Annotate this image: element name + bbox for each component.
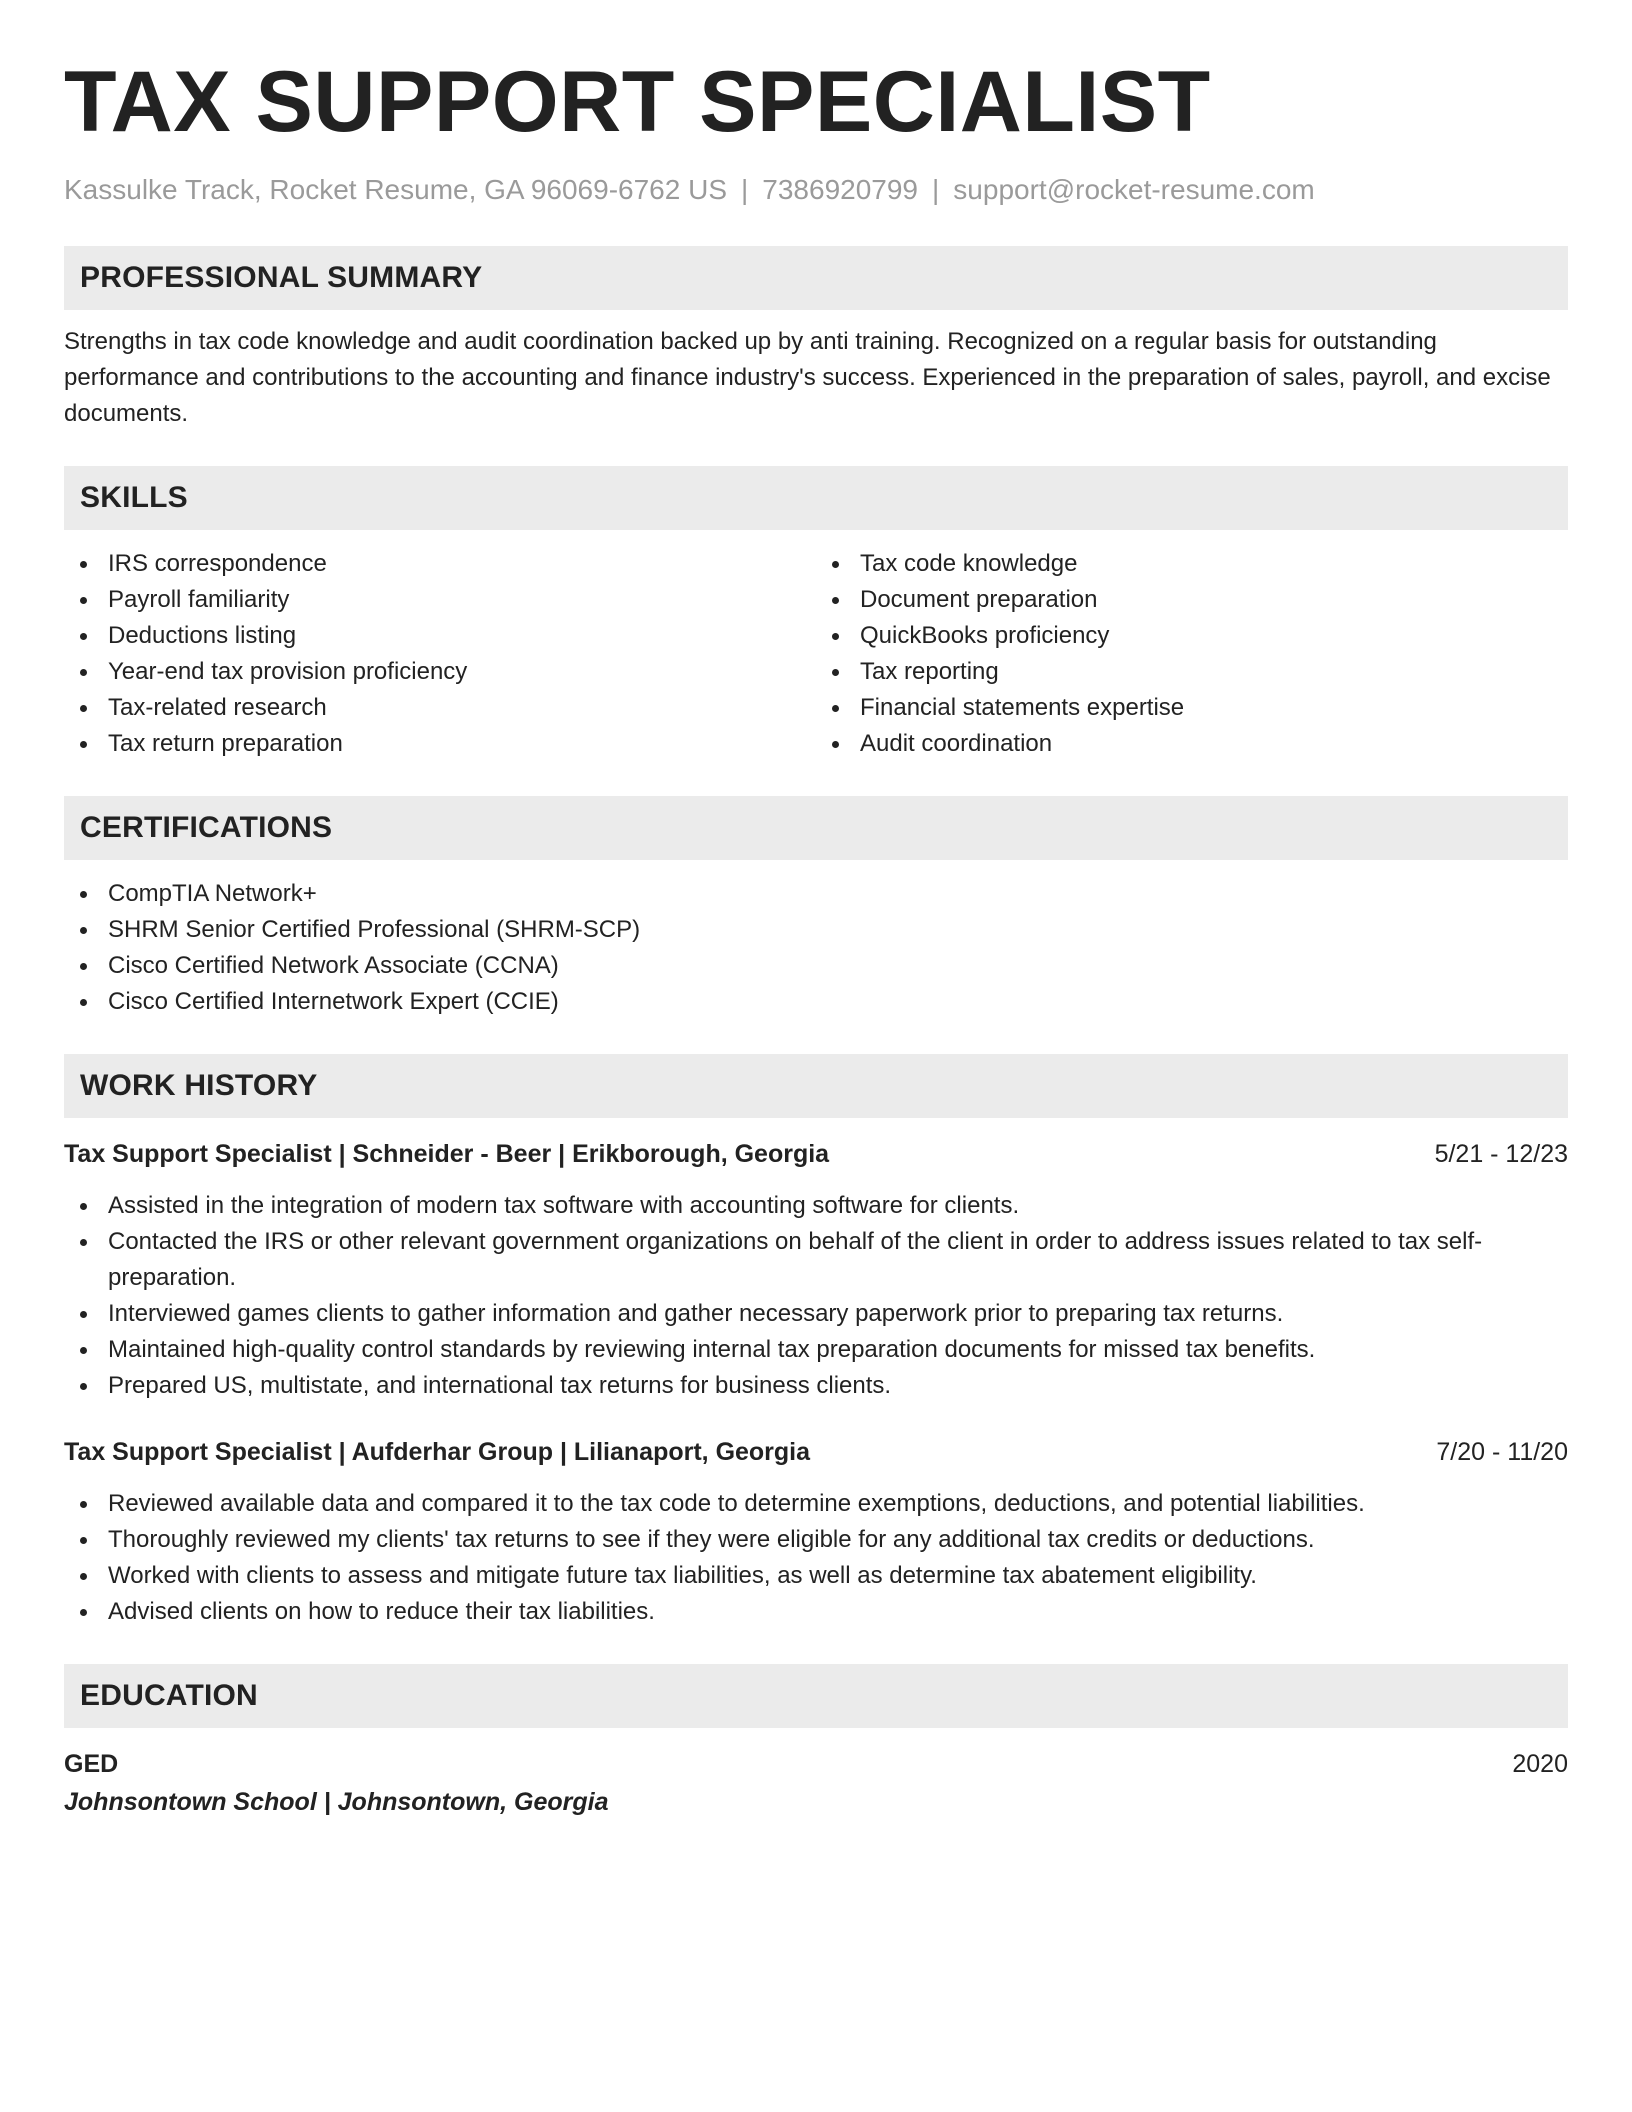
section-heading-work-history: WORK HISTORY: [64, 1054, 1568, 1118]
job-header: [64, 1434, 1568, 1470]
section-heading-skills: SKILLS: [64, 466, 1568, 530]
education-degree: GED: [64, 1750, 119, 1778]
job-bullet: Contacted the IRS or other relevant government organizations on behalf of the client in order to address issues related to tax self-preparation.: [64, 1224, 1568, 1296]
education-school: Johnsontown School | Johnsontown, Georgia: [64, 1788, 609, 1816]
skill-item: Tax reporting: [816, 654, 1568, 690]
job-entry: [64, 1434, 1568, 1630]
skill-item: Payroll familiarity: [64, 582, 816, 618]
contact-line: [64, 172, 1568, 208]
skill-item: Audit coordination: [816, 726, 1568, 762]
certification-item: SHRM Senior Certified Professional (SHRM-SCP): [64, 912, 1568, 948]
education-entry: [64, 1746, 1568, 1822]
skill-item: IRS correspondence: [64, 546, 816, 582]
job-entry: [64, 1136, 1568, 1404]
certification-item: CompTIA Network+: [64, 876, 1568, 912]
job-title: Tax Support Specialist | Schneider - Beer | Erikborough, Georgia: [64, 1140, 830, 1168]
job-dates: 5/21 - 12/23: [1434, 1140, 1568, 1168]
skill-item: Tax-related research: [64, 690, 816, 726]
job-bullet: Worked with clients to assess and mitigate future tax liabilities, as well as determine tax abatement eligibility.: [64, 1558, 1568, 1594]
certification-item: Cisco Certified Network Associate (CCNA): [64, 948, 1568, 984]
education-header: [64, 1746, 1568, 1782]
work-history-section: [64, 1054, 1568, 1630]
contact-phone: 7386920799: [762, 174, 919, 205]
certification-item: Cisco Certified Internetwork Expert (CCIE): [64, 984, 1568, 1020]
skills-section: [64, 466, 1568, 762]
resume-title: TAX SUPPORT SPECIALIST: [64, 54, 1211, 150]
skill-item: Document preparation: [816, 582, 1568, 618]
education-year: 2020: [1512, 1750, 1568, 1778]
contact-separator: |: [741, 174, 749, 205]
skill-item: Tax code knowledge: [816, 546, 1568, 582]
job-bullet: Prepared US, multistate, and international tax returns for business clients.: [64, 1368, 1568, 1404]
job-bullets: [64, 1486, 1568, 1630]
skills-grid: [64, 546, 1568, 762]
skills-list-right: [816, 546, 1568, 762]
job-header: [64, 1136, 1568, 1172]
skill-item: QuickBooks proficiency: [816, 618, 1568, 654]
skill-item: Tax return preparation: [64, 726, 816, 762]
job-bullet: Interviewed games clients to gather information and gather necessary paperwork prior to preparing tax returns.: [64, 1296, 1568, 1332]
job-bullet: Thoroughly reviewed my clients' tax returns to see if they were eligible for any additional tax credits or deductions.: [64, 1522, 1568, 1558]
skills-list-left: [64, 546, 816, 762]
certifications-list: [64, 876, 1568, 1020]
contact-address: Kassulke Track, Rocket Resume, GA 96069-6762 US: [64, 174, 727, 205]
job-dates: 7/20 - 11/20: [1436, 1438, 1568, 1466]
summary-text: Strengths in tax code knowledge and audit coordination backed up by anti training. Recognized on a regular basis for outstanding performance and contributions to the accounting and finance industry's success. Experienced in the preparation of sales, payroll, and excise documents.: [64, 328, 1551, 427]
skill-item: Financial statements expertise: [816, 690, 1568, 726]
education-section: [64, 1664, 1568, 1822]
skill-item: Year-end tax provision proficiency: [64, 654, 816, 690]
job-bullet: Reviewed available data and compared it to the tax code to determine exemptions, deductions, and potential liabilities.: [64, 1486, 1568, 1522]
section-heading-summary: PROFESSIONAL SUMMARY: [64, 246, 1568, 310]
job-bullet: Advised clients on how to reduce their tax liabilities.: [64, 1594, 1568, 1630]
contact-separator: |: [932, 174, 940, 205]
section-heading-education: EDUCATION: [64, 1664, 1568, 1728]
job-bullet: Maintained high-quality control standards by reviewing internal tax preparation documents for missed tax benefits.: [64, 1332, 1568, 1368]
job-bullet: Assisted in the integration of modern tax software with accounting software for clients.: [64, 1188, 1568, 1224]
certifications-section: [64, 796, 1568, 1020]
contact-email: support@rocket-resume.com: [953, 174, 1315, 205]
job-bullets: [64, 1188, 1568, 1404]
summary-section: [64, 246, 1568, 432]
job-title: Tax Support Specialist | Aufderhar Group | Lilianaport, Georgia: [64, 1438, 811, 1466]
skill-item: Deductions listing: [64, 618, 816, 654]
section-heading-certifications: CERTIFICATIONS: [64, 796, 1568, 860]
